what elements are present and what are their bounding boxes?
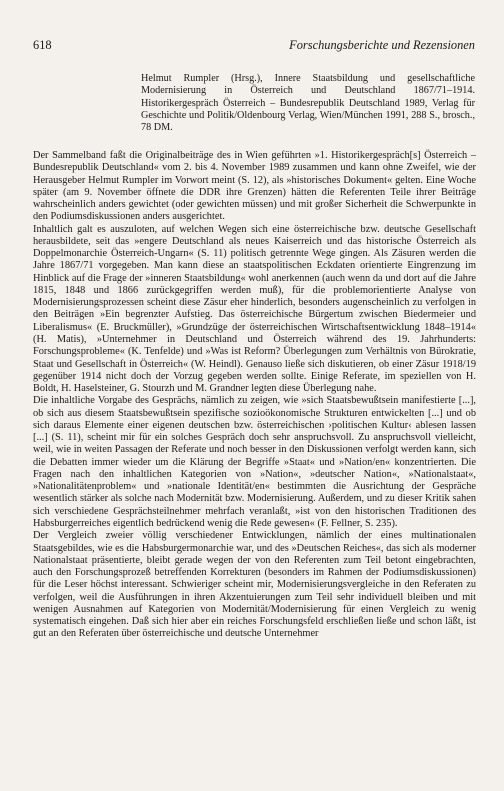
paragraph: Inhaltlich galt es auszuloten, auf welchen Wegen sich eine österreichische bzw. deutsche Gesellschaft herausbildete, seit das »engere Deutschland als neues Kaiserreich und das historische Österreich als Doppelmonarchie Österreich-Ungarn« (S. 11) politisch getrennte Wege gingen. Als Zäsuren werden die Jahre 1867/71 vorgegeben. Man kann diese an staatspolitischen Eckdaten orientierte Eingrenzung im Hinblick auf die Frage der »inneren Staatsbildung« wohl anerkennen (auch wenn da und dort auf die Jahre 1815, 1848 und 1866 zurückgegriffen werden muß), für die problemorientierte Analyse von Modernisierungsprozessen scheint diese Zäsur eher hinderlich, besonders augenscheinlich zu verfolgen in den Beiträgen »Ein begrenzter Aufstieg. Das österreichische Bürgertum zwischen Biedermeier und Liberalismus« (E. Bruckmüller), »Grundzüge der österreichischen Wirtschaftsentwicklung 1848–1914« (H. Matis), »Unternehmer in Deutschland und Österreich während des 19. Jahrhunderts: Forschungsprobleme« (K. Tenfelde) und »Was ist Reform? Überlegungen zum Verhältnis von Bürokratie, Staat und Gesellschaft in Österreich« (W. Heindl). Genauso ließe sich diskutieren, ob einer Zäsur 1918/19 gegenüber 1914 nicht doch der Vorzug gegeben werden sollte. Einige Referate, im speziellen von H. Boldt, H. Haselsteiner, G. Stourzh und M. Grandner legten diese Überlegung nahe. [33,223,476,395]
review-body [33,150,476,641]
paragraph: Der Vergleich zweier völlig verschiedener Entwicklungen, nämlich der eines multinationalen Staatsgebildes, wie es die Habsburgermonarchie war, und des »Deutschen Reiches«, das sich als moderner Nationalstaat präsentierte, bleibt gerade wegen der von den Referenten zum Teil betont eingebrachten, auch den Forschungsprozeß betreffenden Korrekturen (besonders im Rahmen der Podiumsdiskussionen) für die Leser höchst interessant. Schwieriger scheint mir, Modernisierungsvergleiche in den Referaten zu verfolgen, weil die Ausführungen in ihren Akzentuierungen zum Teil sehr individuell bleiben und mit wenigen Ausnahmen auf Kategorien von Modernität/Modernisierung für einen Vergleich zu wenig systematisch eingehen. Daß sich hier aber ein reiches Forschungsfeld erschließen ließe und schon läßt, ist gut an den Referaten über österreichische und deutsche Unternehmer [33,530,476,640]
page-number: 618 [33,38,52,52]
book-citation: Helmut Rumpler (Hrsg.), Innere Staatsbildung und gesellschaftliche Modernisierung in Österreich und Deutschland 1867/71–1914. Historikergespräch Österreich – Bundesrepublik Deutschland 1989, Verlag für Geschichte und Politik/Oldenbourg Verlag, Wien/München 1991, 288 S., brosch., 78 DM. [141,73,475,134]
page-header [33,38,475,53]
paragraph: Die inhaltliche Vorgabe des Gesprächs, nämlich zu zeigen, wie »sich Staatsbewußtsein manifestierte [...], ob sich aus diesem Staatsbewußtsein spezifische sozioökonomische Strukturen entwickelten [...] und ob sich daraus Elemente einer eigenen deutschen bzw. österreichischen ›politischen Kultur‹ ablesen lassen [...] (S. 11), scheint mir für ein solches Gespräch doch sehr anspruchsvoll. Zu anspruchsvoll vielleicht, weil, wie in weiten Passagen der Referate und noch besser in den Diskussionen verfolgt werden kann, sich die Debatten immer wieder um die Klärung der Begriffe »Staat« und »Nation/en« konzentrierten. Die Fragen nach den inhaltlichen Kategorien von »Nation«, »deutscher Nation«, »Nationalstaat«, »Nationalitätenproblem« und »nationale Identität/en« bestimmten die Ausrichtung der Gespräche wesentlich stärker als solche nach Modernität bzw. Modernisierung. Außerdem, und zu dieser Kritik sahen sich verschiedene Gesprächsteilnehmer mehrfach veranlaßt, »ist von den historischen Traditionen des Habsburgerreiches eigentlich bedrückend wenig die Rede gewesen« (F. Fellner, S. 235). [33,395,476,529]
running-title: Forschungsberichte und Rezensionen [289,38,475,52]
paragraph: Der Sammelband faßt die Originalbeiträge des in Wien geführten »1. Historikergespräch[s] Österreich – Bundesrepublik Deutschland« vom 2. bis 4. November 1989 zusammen und kann ohne Zweifel, wie der Herausgeber Helmut Rumpler im Vorwort meint (S. 12), als »historisches Dokument« gelten. Eine Woche später (am 9. November öffnete die DDR ihre Grenzen) hätten die Referenten Teile ihrer Beiträge wahrscheinlich anders gewichtet (oder gewichten müssen) und mit großer Sicherheit die Schwerpunkte in den Podiumsdiskussionen anders ausgerichtet. [33,150,476,223]
